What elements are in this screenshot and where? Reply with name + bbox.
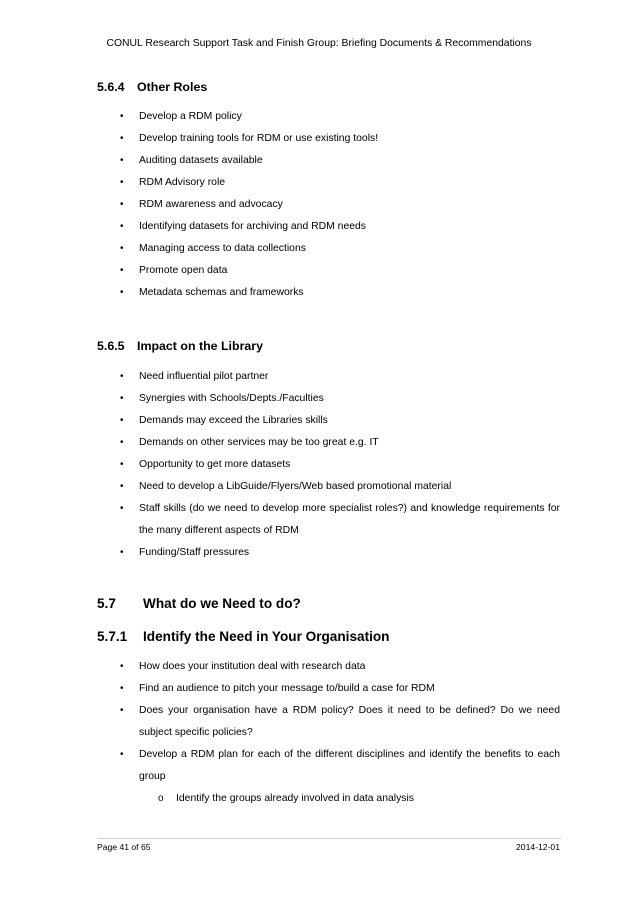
identify-list bbox=[0, 656, 560, 810]
list-item: • RDM awareness and advocacy bbox=[120, 199, 283, 210]
footer-date: 2014-12-01 bbox=[516, 842, 560, 852]
list-item: • Need influential pilot partner bbox=[120, 371, 269, 382]
section-title: What do we Need to do? bbox=[143, 596, 301, 611]
other-roles-list bbox=[0, 106, 560, 304]
sub-list-item: o Identify the groups already involved in data analysis bbox=[158, 793, 414, 804]
list-item: • Demands on other services may be too great e.g. IT bbox=[120, 437, 379, 448]
list-item: • Synergies with Schools/Depts./Faculties bbox=[120, 393, 324, 404]
list-item: • Identifying datasets for archiving and RDM needs bbox=[120, 221, 366, 232]
list-item: • Does your organisation have a RDM policy? Does it need to be defined? Do we need subject specific policies? bbox=[120, 705, 560, 738]
footer-divider bbox=[97, 838, 561, 839]
list-item: • Staff skills (do we need to develop more specialist roles?) and knowledge requirements for the many different aspects of RDM bbox=[120, 503, 560, 536]
list-item: • Need to develop a LibGuide/Flyers/Web based promotional material bbox=[120, 481, 452, 492]
list-item: • RDM Advisory role bbox=[120, 177, 226, 188]
list-item: • How does your institution deal with research data bbox=[120, 661, 366, 672]
section-number: 5.6.5 bbox=[97, 339, 125, 353]
list-item: • Demands may exceed the Libraries skills bbox=[120, 415, 328, 426]
section-title: Identify the Need in Your Organisation bbox=[143, 629, 390, 644]
heading-other-roles bbox=[97, 80, 207, 94]
list-item: • Develop a RDM plan for each of the different disciplines and identify the benefits to each group bbox=[120, 749, 560, 782]
list-item: • Managing access to data collections bbox=[120, 243, 306, 254]
page-number: Page 41 of 65 bbox=[97, 842, 151, 852]
heading-identify-need bbox=[97, 629, 389, 644]
section-title: Impact on the Library bbox=[137, 339, 263, 353]
list-item: • Auditing datasets available bbox=[120, 155, 263, 166]
section-title: Other Roles bbox=[137, 80, 208, 94]
list-item: • Develop training tools for RDM or use existing tools! bbox=[120, 133, 379, 144]
list-item: • Funding/Staff pressures bbox=[120, 547, 250, 558]
heading-what-do-we-need bbox=[97, 596, 301, 611]
list-item: • Develop a RDM policy bbox=[120, 111, 242, 122]
section-number: 5.7.1 bbox=[97, 629, 128, 644]
section-number: 5.7 bbox=[97, 596, 116, 611]
list-item: • Metadata schemas and frameworks bbox=[120, 287, 304, 298]
impact-list bbox=[0, 366, 560, 564]
section-number: 5.6.4 bbox=[97, 80, 125, 94]
heading-impact bbox=[97, 339, 263, 353]
list-item: • Opportunity to get more datasets bbox=[120, 459, 291, 470]
list-item: • Promote open data bbox=[120, 265, 228, 276]
list-item: • Find an audience to pitch your message to/build a case for RDM bbox=[120, 683, 435, 694]
running-header: CONUL Research Support Task and Finish Group: Briefing Documents & Recommendations bbox=[106, 38, 532, 49]
